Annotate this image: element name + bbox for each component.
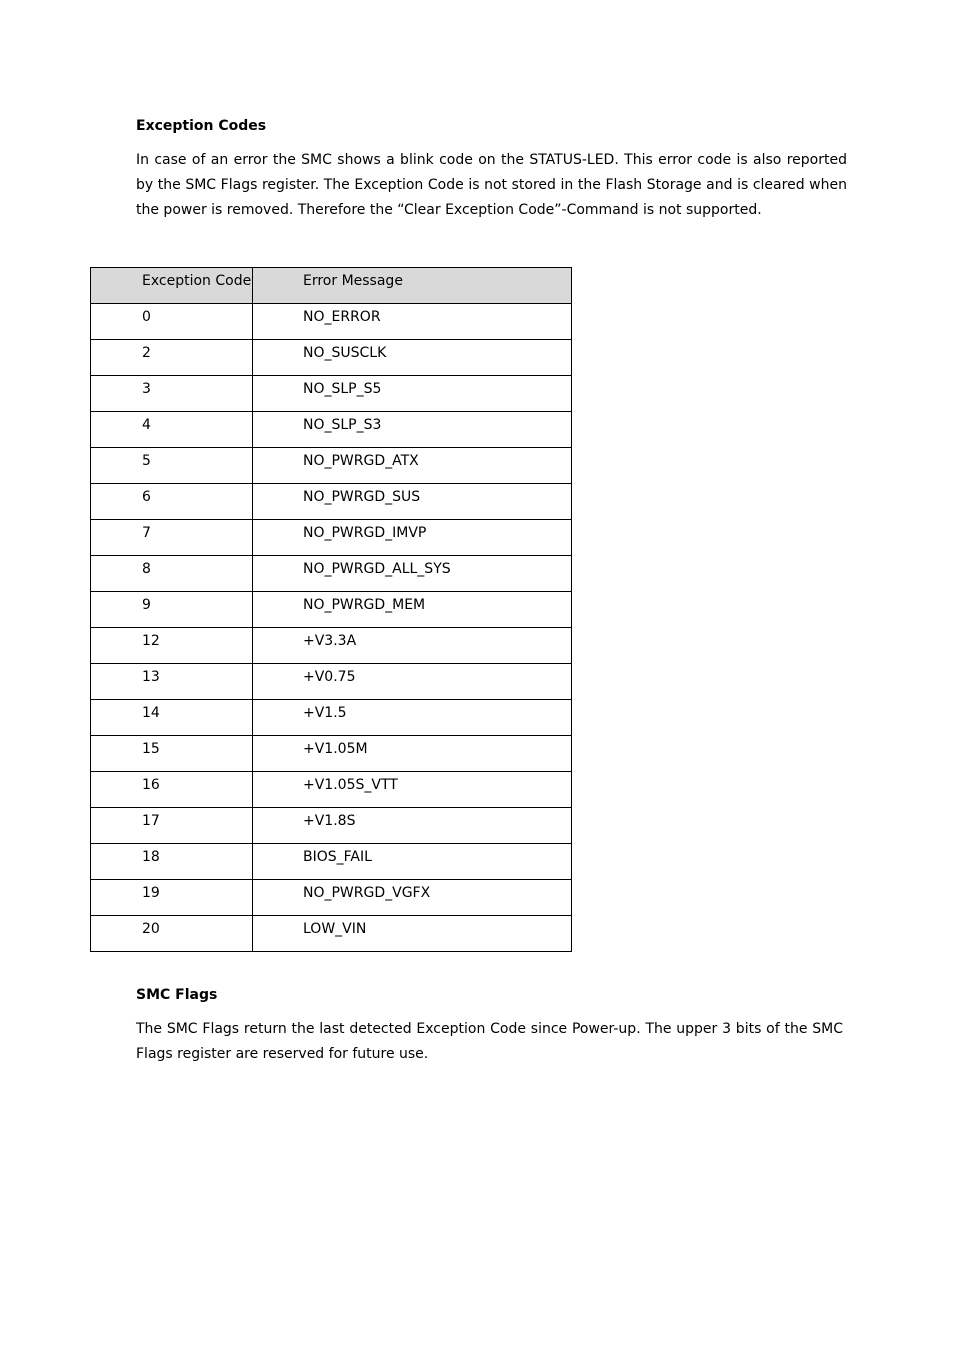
error-message-cell xyxy=(253,880,572,916)
exception-code-value: 14 xyxy=(142,705,160,721)
table-row xyxy=(91,880,572,916)
error-message-value: NO_SLP_S3 xyxy=(303,417,382,433)
table-row xyxy=(91,304,572,340)
error-message-cell xyxy=(253,844,572,880)
error-message-value: NO_PWRGD_VGFX xyxy=(303,885,431,901)
error-message-value: +V1.05M xyxy=(303,741,368,757)
table-row xyxy=(91,412,572,448)
error-message-cell xyxy=(253,628,572,664)
exception-code-cell xyxy=(91,880,253,916)
exception-code-cell xyxy=(91,736,253,772)
error-message-cell xyxy=(253,736,572,772)
exception-code-value: 19 xyxy=(142,885,160,901)
table-row xyxy=(91,736,572,772)
table-row xyxy=(91,340,572,376)
exception-code-cell xyxy=(91,916,253,952)
exception-code-cell xyxy=(91,664,253,700)
exception-code-cell xyxy=(91,592,253,628)
error-message-cell xyxy=(253,772,572,808)
table-body xyxy=(91,304,572,952)
section-heading-smc-flags: SMC Flags xyxy=(136,987,218,1003)
exception-code-cell xyxy=(91,376,253,412)
exception-code-table xyxy=(90,267,572,952)
exception-code-value: 18 xyxy=(142,849,160,865)
error-message-value: +V1.5 xyxy=(303,705,347,721)
table-row xyxy=(91,916,572,952)
error-message-cell xyxy=(253,448,572,484)
header-error-message xyxy=(253,268,572,304)
table-row xyxy=(91,448,572,484)
error-message-value: NO_PWRGD_ATX xyxy=(303,453,419,469)
error-message-value: NO_PWRGD_ALL_SYS xyxy=(303,561,451,577)
section-heading-exception-codes: Exception Codes xyxy=(136,118,267,134)
error-message-value: +V1.8S xyxy=(303,813,356,829)
exception-code-cell xyxy=(91,304,253,340)
error-message-value: NO_PWRGD_IMVP xyxy=(303,525,427,541)
error-message-value: NO_SLP_S5 xyxy=(303,381,382,397)
error-message-value: +V1.05S_VTT xyxy=(303,777,398,793)
exception-code-cell xyxy=(91,808,253,844)
error-message-cell xyxy=(253,484,572,520)
table-row xyxy=(91,376,572,412)
error-message-value: NO_SUSCLK xyxy=(303,345,387,361)
error-message-cell xyxy=(253,916,572,952)
table-row xyxy=(91,520,572,556)
table-row xyxy=(91,700,572,736)
error-message-value: NO_ERROR xyxy=(303,309,381,325)
header-exception-code-label: Exception Code xyxy=(142,273,252,289)
exception-code-value: 5 xyxy=(142,453,151,469)
exception-codes-paragraph: In case of an error the SMC shows a blink code on the STATUS-LED. This error code is also reported by the SMC Flags register. The Exception Code is not stored in the Flash Storage and is cleared when the power is removed. Therefore the “Clear Exception Code”-Command is not supported. xyxy=(136,152,847,218)
exception-code-cell xyxy=(91,340,253,376)
exception-code-value: 2 xyxy=(142,345,151,361)
exception-code-cell xyxy=(91,448,253,484)
error-message-cell xyxy=(253,376,572,412)
error-message-cell xyxy=(253,592,572,628)
table-row xyxy=(91,484,572,520)
error-message-value: LOW_VIN xyxy=(303,921,367,937)
error-message-cell xyxy=(253,700,572,736)
exception-code-cell xyxy=(91,556,253,592)
exception-code-value: 7 xyxy=(142,525,151,541)
exception-code-cell xyxy=(91,520,253,556)
error-message-cell xyxy=(253,520,572,556)
exception-code-value: 0 xyxy=(142,309,151,325)
exception-code-value: 4 xyxy=(142,417,151,433)
exception-code-cell xyxy=(91,844,253,880)
exception-code-value: 12 xyxy=(142,633,160,649)
exception-code-cell xyxy=(91,700,253,736)
exception-code-cell xyxy=(91,484,253,520)
error-message-cell xyxy=(253,556,572,592)
table-row xyxy=(91,808,572,844)
exception-code-value: 17 xyxy=(142,813,160,829)
exception-code-value: 8 xyxy=(142,561,151,577)
error-message-cell xyxy=(253,340,572,376)
error-message-cell xyxy=(253,412,572,448)
table-row xyxy=(91,844,572,880)
exception-code-value: 16 xyxy=(142,777,160,793)
table-header-row xyxy=(91,268,572,304)
exception-code-value: 6 xyxy=(142,489,151,505)
exception-code-value: 3 xyxy=(142,381,151,397)
header-exception-code xyxy=(91,268,253,304)
error-message-value: BIOS_FAIL xyxy=(303,849,372,865)
exception-code-cell xyxy=(91,412,253,448)
error-message-value: +V3.3A xyxy=(303,633,357,649)
exception-code-value: 13 xyxy=(142,669,160,685)
error-message-cell xyxy=(253,664,572,700)
table-row xyxy=(91,556,572,592)
exception-code-value: 9 xyxy=(142,597,151,613)
exception-code-cell xyxy=(91,628,253,664)
error-message-cell xyxy=(253,304,572,340)
error-message-cell xyxy=(253,808,572,844)
error-message-value: +V0.75 xyxy=(303,669,356,685)
exception-code-cell xyxy=(91,772,253,808)
table-row xyxy=(91,664,572,700)
table-row xyxy=(91,592,572,628)
error-message-value: NO_PWRGD_SUS xyxy=(303,489,421,505)
header-error-message-label: Error Message xyxy=(303,273,403,289)
table-row xyxy=(91,772,572,808)
exception-code-value: 15 xyxy=(142,741,160,757)
error-message-value: NO_PWRGD_MEM xyxy=(303,597,426,613)
exception-code-value: 20 xyxy=(142,921,160,937)
smc-flags-paragraph: The SMC Flags return the last detected Exception Code since Power-up. The upper 3 bits of the SMC Flags register are reserved for future use. xyxy=(136,1021,843,1062)
table-row xyxy=(91,628,572,664)
